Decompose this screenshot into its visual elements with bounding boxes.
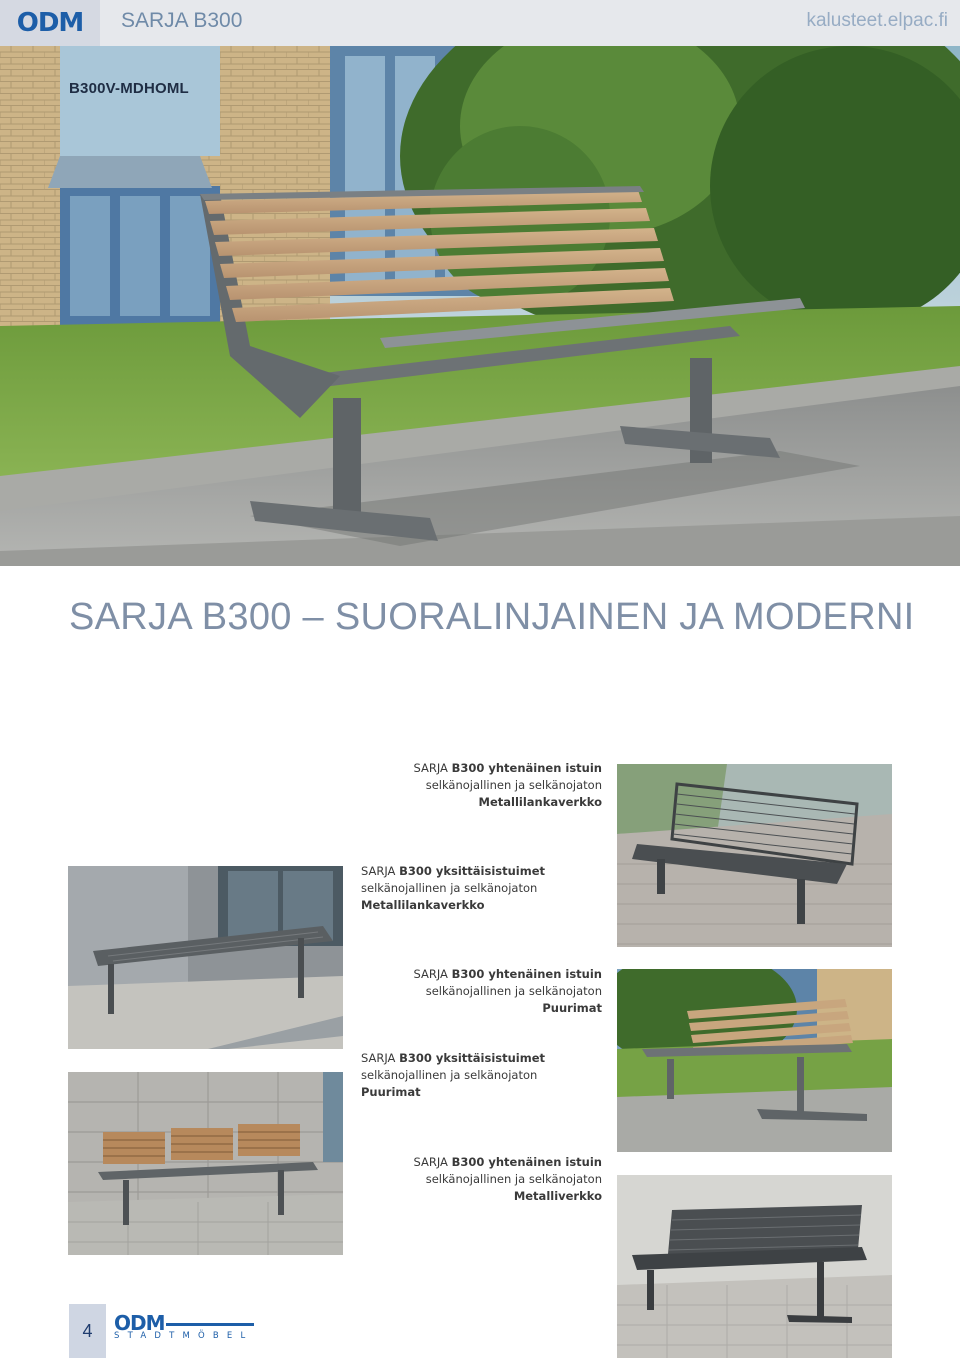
- caption-model: B300 yksittäisistuimet: [399, 864, 546, 878]
- odm-stadtmobel-logo: [114, 1311, 254, 1341]
- footer-odm-text: ODM: [114, 1311, 165, 1335]
- caption-product-2-material: Metallilankaverkko: [361, 898, 485, 912]
- hero-photo: [0, 46, 960, 566]
- odm-logo: [0, 0, 100, 46]
- header-url: kalusteet.elpac.fi: [806, 10, 948, 31]
- caption-product-3-variant: selkänojallinen ja selkänojaton: [425, 984, 602, 998]
- caption-product-3-material: Puurimat: [542, 1001, 602, 1015]
- odm-logo-text: ODM: [16, 8, 84, 38]
- caption-product-1: [413, 760, 602, 811]
- caption-series: SARJA: [413, 1155, 452, 1169]
- caption-product-4: [361, 1050, 545, 1101]
- photo-metal-mesh-bench: [617, 1175, 892, 1358]
- single-seats-wire-illustration: [68, 866, 343, 1049]
- caption-product-5: [413, 1154, 602, 1205]
- wire-mesh-bench-illustration: [617, 764, 892, 947]
- photo-single-seats-wood: [68, 1072, 343, 1255]
- caption-series: SARJA: [361, 1051, 400, 1065]
- caption-product-2-model-line: [361, 863, 545, 880]
- main-heading: SARJA B300 – SUORALINJAINEN JA MODERNI: [69, 596, 915, 638]
- caption-model: B300 yhtenäinen istuin: [451, 1155, 602, 1169]
- photo-wire-mesh-bench: [617, 764, 892, 947]
- product-code: B300V-MDHOML: [69, 80, 189, 97]
- caption-product-2-variant: selkänojallinen ja selkänojaton: [361, 881, 538, 895]
- photo-single-seats-wire-mesh: [68, 866, 343, 1049]
- page-header: [0, 0, 960, 46]
- single-seats-wood-illustration: [68, 1072, 343, 1255]
- header-title: SARJA B300: [121, 9, 243, 32]
- photo-wood-slat-bench: [617, 969, 892, 1152]
- caption-product-4-material: Puurimat: [361, 1085, 421, 1099]
- footer-logo-subtitle: STADTMÖBEL: [114, 1331, 254, 1341]
- caption-series: SARJA: [413, 761, 452, 775]
- caption-product-1-material: Metallilankaverkko: [478, 795, 602, 809]
- caption-product-4-variant: selkänojallinen ja selkänojaton: [361, 1068, 538, 1082]
- wood-slat-bench-illustration: [617, 969, 892, 1152]
- caption-product-1-variant: selkänojallinen ja selkänojaton: [425, 778, 602, 792]
- caption-model: B300 yhtenäinen istuin: [451, 967, 602, 981]
- caption-product-5-model-line: [413, 1154, 602, 1171]
- caption-product-1-model-line: [413, 760, 602, 777]
- caption-model: B300 yksittäisistuimet: [399, 1051, 546, 1065]
- caption-series: SARJA: [413, 967, 452, 981]
- caption-product-3: [413, 966, 602, 1017]
- caption-product-3-model-line: [413, 966, 602, 983]
- footer-logo-bar: [166, 1323, 254, 1326]
- caption-product-5-variant: selkänojallinen ja selkänojaton: [425, 1172, 602, 1186]
- caption-product-5-material: Metalliverkko: [513, 1189, 602, 1203]
- caption-product-4-model-line: [361, 1050, 545, 1067]
- caption-model: B300 yhtenäinen istuin: [451, 761, 602, 775]
- metal-mesh-bench-illustration: [617, 1175, 892, 1358]
- caption-series: SARJA: [361, 864, 400, 878]
- caption-product-2: [361, 863, 545, 914]
- hero-bench-illustration: [0, 46, 960, 566]
- page-number: 4: [69, 1304, 106, 1358]
